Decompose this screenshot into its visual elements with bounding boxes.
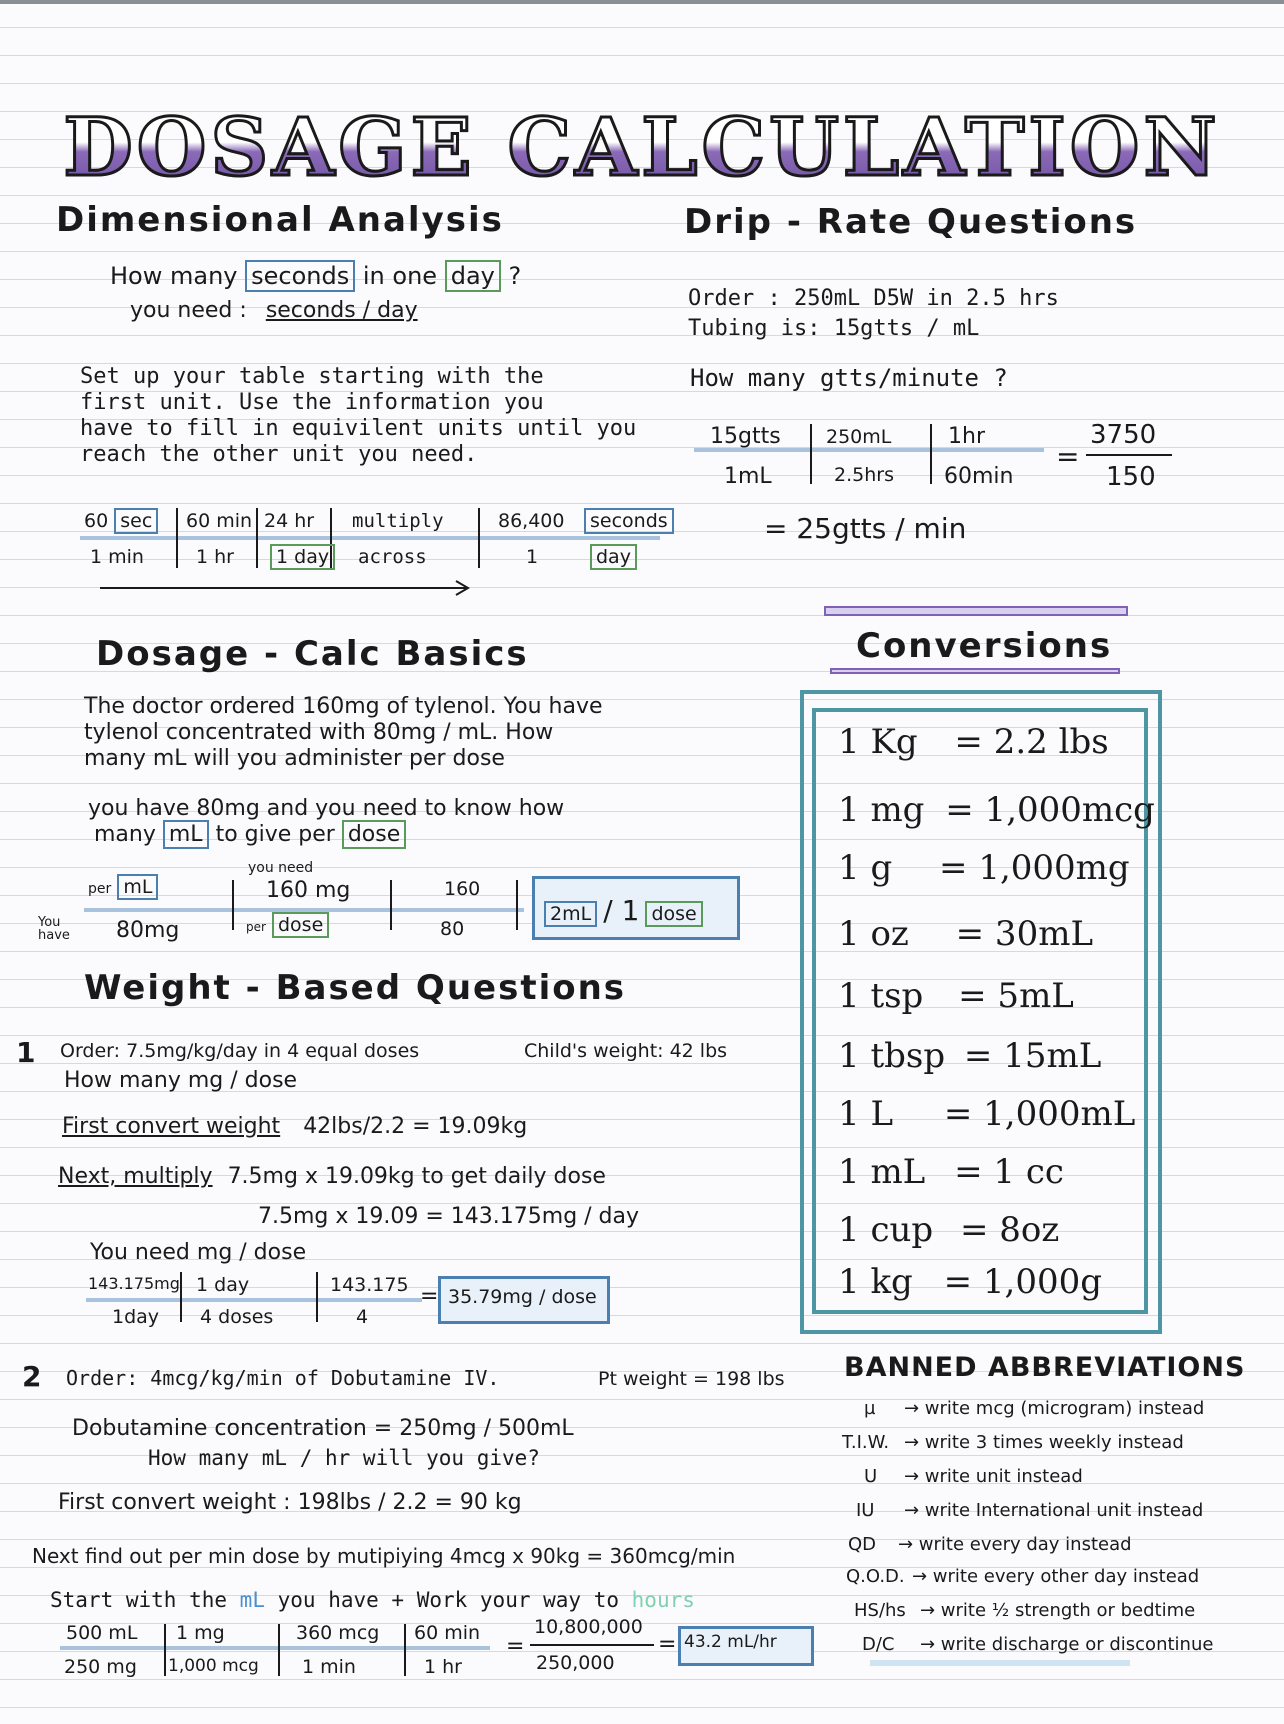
basics-you-have: You have [38, 915, 70, 943]
dim-q-mid: in one [362, 262, 438, 290]
dim-table-div [256, 508, 258, 568]
banned-under-bar [870, 1660, 1130, 1666]
basics-160mg: 160 mg [266, 878, 351, 903]
drip-f-3750: 3750 [1090, 420, 1157, 450]
q2-number: 2 [22, 1360, 42, 1393]
q2-d-bot4: 1 hr [424, 1656, 462, 1678]
basics-p5-pre: many [94, 822, 156, 847]
conversions-under-bar [830, 668, 1120, 674]
q1-w-eq: = [420, 1284, 439, 1309]
q2-how: How many mL / hr will you give? [148, 1446, 540, 1470]
conversion-row: 1 oz = 30mL [838, 914, 1094, 954]
q2-start [50, 1588, 695, 1612]
q2-start-pre: Start with the [50, 1588, 228, 1612]
q2-frac-div [164, 1624, 166, 1676]
conversion-row: 1 Kg = 2.2 lbs [838, 722, 1109, 762]
q2-d-top3: 360 mcg [296, 1622, 380, 1644]
dim-t-sec: sec [114, 508, 158, 534]
basics-p5 [94, 822, 406, 847]
drip-f-1ml: 1mL [724, 464, 772, 489]
conversion-row: 1 tsp = 5mL [838, 976, 1074, 1016]
q2-conc: Dobutamine concentration = 250mg / 500mL [72, 1416, 574, 1441]
dim-t-1hr: 1 hr [196, 546, 234, 568]
q2-d-bot3: 1 min [302, 1656, 356, 1678]
across-arrow-icon [100, 578, 480, 598]
q2-d-top4: 60 min [414, 1622, 481, 1644]
conversion-row: 1 kg = 1,000g [838, 1262, 1103, 1302]
q2-d-top1: 500 mL [66, 1622, 138, 1644]
top-edge [0, 0, 1284, 4]
basics-p1: The doctor ordered 160mg of tylenol. You have [84, 694, 603, 719]
conversion-row: 1 mg = 1,000mcg [838, 790, 1155, 830]
q2-d-top5: 10,800,000 [534, 1616, 643, 1638]
dim-table-div [478, 508, 480, 568]
drip-f-1hr: 1hr [948, 424, 985, 449]
basics-160: 160 [444, 878, 481, 900]
basics-p5-ml: mL [163, 820, 209, 849]
banned-row: QD → write every day instead [848, 1534, 1132, 1555]
dim-t-day: day [590, 546, 637, 568]
dim-t-86400: 86,400 [498, 510, 565, 532]
q2-result: 43.2 mL/hr [684, 1632, 777, 1652]
q2-d-eq: = [506, 1634, 525, 1659]
basics-p3: many mL will you administer per dose [84, 746, 505, 771]
dim-q-pre: How many [110, 262, 238, 290]
q1-number: 1 [16, 1036, 36, 1069]
q2-d-bot1: 250 mg [64, 1656, 137, 1678]
drip-f-60min: 60min [944, 464, 1014, 489]
q1-first: First convert weight 42lbs/2.2 = 19.09kg [62, 1114, 528, 1139]
basics-per-dose: per dose [246, 914, 329, 936]
dim-table-bar [80, 536, 660, 540]
dim-question [110, 262, 521, 290]
dim-table-div [176, 508, 178, 568]
basics-p2: tylenol concentrated with 80mg / mL. How [84, 720, 554, 745]
q1-weight: Child's weight: 42 lbs [524, 1040, 728, 1062]
q2-d-bar5 [530, 1644, 654, 1646]
conversion-row: 1 L = 1,000mL [838, 1094, 1136, 1134]
q2-first: First convert weight : 198lbs / 2.2 = 90 kg [58, 1490, 522, 1515]
basics-frac-div [232, 880, 234, 930]
dim-t-seconds: seconds [584, 510, 674, 532]
drip-frac-div [930, 424, 932, 484]
q2-frac-div [278, 1624, 280, 1676]
drip-f-150: 150 [1106, 462, 1156, 492]
drip-f-250ml: 250mL [826, 426, 892, 448]
q2-next: Next find out per min dose by mutipiying 4mcg x 90kg = 360mcg/min [32, 1544, 736, 1568]
basics-80: 80 [440, 918, 465, 940]
basics-r-2ml: 2mL [544, 901, 597, 927]
basics-result [544, 894, 703, 927]
basics-p5-mid: to give per [215, 822, 335, 847]
dim-t-multiply: multiply [352, 510, 444, 532]
q1-calc2: 7.5mg x 19.09 = 143.175mg / day [258, 1204, 640, 1229]
drip-f-25hrs: 2.5hrs [834, 464, 894, 486]
q2-weight: Pt weight = 198 lbs [598, 1368, 785, 1390]
q1-w-bot3: 4 [356, 1306, 369, 1328]
dim-need [130, 298, 418, 323]
drip-frac-div [810, 424, 812, 484]
q2-order: Order: 4mcg/kg/min of Dobutamine IV. [66, 1366, 500, 1390]
q1-how: How many mg / dose [64, 1068, 298, 1093]
drip-f-eq: = [1056, 440, 1080, 473]
q1-w-bot2: 4 doses [200, 1306, 274, 1328]
conversion-row: 1 mL = 1 cc [838, 1152, 1064, 1192]
dim-t-60min: 60 min [186, 510, 253, 532]
conversion-row: 1 tbsp = 15mL [838, 1036, 1102, 1076]
dim-t-1day: 1 day [270, 546, 335, 568]
q1-result: 35.79mg / dose [448, 1286, 597, 1308]
q1-w-top1: 143.175mg [88, 1274, 180, 1293]
q1-next: Next, multiply 7.5mg x 19.09kg to get daily dose [58, 1164, 606, 1189]
q1-w-bot1: 1day [112, 1306, 160, 1328]
q1-frac-div [316, 1272, 318, 1322]
banned-row: Q.O.D. → write every other day instead [846, 1566, 1200, 1587]
dim-q-day: day [445, 260, 501, 292]
dim-t-one: 1 [526, 546, 539, 568]
q2-start-mid: you have + Work your way to [277, 1588, 619, 1612]
basics-frac-div [516, 880, 518, 930]
dim-need-pre: you need : [130, 298, 247, 323]
weight-based-heading: Weight - Based Questions [84, 968, 627, 1008]
q2-d-bot2: 1,000 mcg [168, 1656, 259, 1676]
q2-start-hours: hours [631, 1588, 695, 1612]
dim-need-val: seconds / day [265, 298, 418, 323]
dim-instr-1: Set up your table starting with the [80, 364, 544, 389]
dim-t-24hr: 24 hr [264, 510, 315, 532]
dim-instr-4: reach the other unit you need. [80, 442, 478, 467]
basics-per-ml: per mL [88, 876, 158, 898]
q2-start-ml: mL [239, 1588, 265, 1612]
q1-order: Order: 7.5mg/kg/day in 4 equal doses [60, 1040, 420, 1062]
dimensional-analysis-heading: Dimensional Analysis [56, 200, 504, 240]
q1-frac-bar [86, 1298, 422, 1302]
banned-row: T.I.W. → write 3 times weekly instead [842, 1432, 1184, 1453]
q1-frac-div [180, 1272, 182, 1322]
basics-p4: you have 80mg and you need to know how [88, 796, 565, 821]
dim-instr-2: first unit. Use the information you [80, 390, 544, 415]
banned-row: U → write unit instead [864, 1466, 1083, 1487]
page-title: DOSAGE CALCULATION [0, 100, 1284, 194]
basics-frac-div [390, 880, 392, 930]
basics-p5-dose: dose [342, 820, 406, 849]
dim-t-1min: 1 min [90, 546, 144, 568]
q2-frac-bar [60, 1646, 490, 1650]
banned-row: µ → write mcg (microgram) instead [864, 1398, 1205, 1419]
dim-t-60: 60 sec [84, 510, 158, 532]
q2-d-bot5: 250,000 [536, 1652, 615, 1674]
dim-q-end: ? [508, 262, 522, 290]
drip-rate-heading: Drip - Rate Questions [684, 202, 1138, 242]
drip-tubing: Tubing is: 15gtts / mL [688, 316, 980, 341]
drip-result-bar [1086, 454, 1172, 456]
banned-row: HS/hs → write ½ strength or bedtime [854, 1600, 1196, 1621]
dim-instr-3: have to fill in equivilent units until you [80, 416, 637, 441]
q1-w-top2: 1 day [196, 1274, 250, 1296]
drip-question: How many gtts/minute ? [690, 364, 1008, 392]
banned-row: IU → write International unit instead [856, 1500, 1204, 1521]
drip-f-15gtts: 15gtts [710, 424, 781, 449]
q2-d-eq2: = [658, 1632, 677, 1657]
drip-order: Order : 250mL D5W in 2.5 hrs [688, 286, 1059, 311]
dim-q-seconds: seconds [245, 260, 355, 292]
q2-frac-div [404, 1624, 406, 1676]
q1-w-top3: 143.175 [330, 1274, 409, 1296]
basics-r-slash: / 1 [603, 894, 640, 927]
conversions-top-bar [824, 606, 1128, 616]
basics-80mg: 80mg [116, 918, 180, 943]
conversion-row: 1 cup = 8oz [838, 1210, 1060, 1250]
banned-row: D/C → write discharge or discontinue [862, 1634, 1214, 1655]
q1-youneed: You need mg / dose [90, 1240, 307, 1265]
dim-t-across: across [358, 546, 427, 568]
q2-d-top2: 1 mg [176, 1622, 225, 1644]
banned-heading: BANNED ABBREVIATIONS [844, 1352, 1246, 1383]
basics-you-need: you need [248, 860, 314, 876]
drip-answer: = 25gtts / min [764, 512, 967, 545]
conversions-heading: Conversions [856, 626, 1113, 666]
conversion-row: 1 g = 1,000mg [838, 848, 1130, 888]
basics-r-dose: dose [645, 901, 702, 927]
dosage-basics-heading: Dosage - Calc Basics [96, 634, 529, 674]
